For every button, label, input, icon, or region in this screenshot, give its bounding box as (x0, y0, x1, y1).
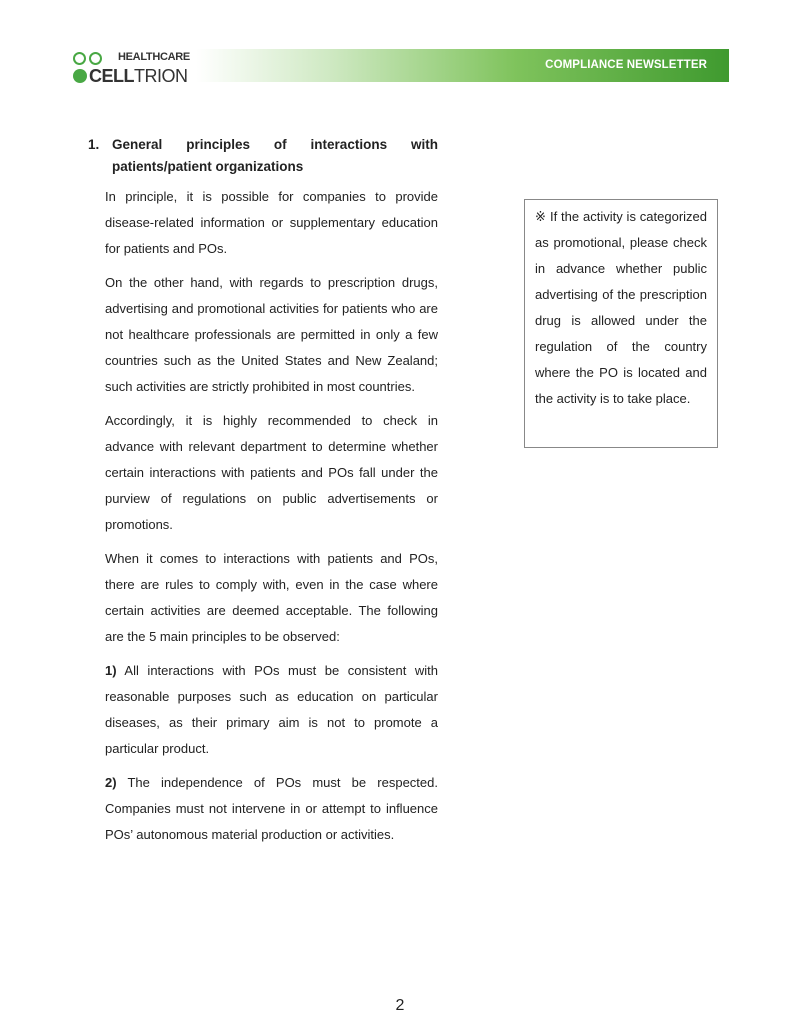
principle-marker: 1) (105, 663, 117, 678)
paragraph: When it comes to interactions with patients and POs, there are rules to comply with, even in the case where certain activities are deemed acceptable. The following are the 5 main principles to be observed: (105, 551, 438, 644)
logo-dot-icon (73, 69, 87, 83)
principle-text: The independence of POs must be respected. Companies must not intervene in or attempt to influence POs’ autonomous material production or activities. (105, 775, 438, 842)
section-heading (88, 134, 438, 178)
side-note-box (524, 199, 718, 448)
logo-ring-icon (89, 52, 102, 65)
principle-marker: 2) (105, 775, 117, 790)
section-title: General principles of interactions with patients/patient organizations (112, 137, 438, 174)
newsletter-banner (196, 49, 729, 82)
paragraph: Accordingly, it is highly recommended to check in advance with relevant department to determine whether certain interactions with patients and POs fall under the purview of regulations on public advertisements or promotions. (105, 413, 438, 532)
section-number: 1. (88, 137, 100, 152)
principle-text: All interactions with POs must be consistent with reasonable purposes such as education on particular diseases, as their primary aim is not to promote a particular product. (105, 663, 438, 756)
logo-healthcare-text: HEALTHCARE (118, 51, 190, 63)
side-note-text: ※ If the activity is categorized as promotional, please check in advance whether public advertising of the prescription drug is allowed under the regulation of the country where the PO is located and the activity is to take place. (535, 209, 707, 406)
principle-item (105, 658, 438, 762)
paragraph: In principle, it is possible for companies to provide disease-related information or supplementary education for patients and POs. (105, 189, 438, 256)
logo-top-row (72, 50, 196, 66)
logo-bottom-row (72, 66, 196, 86)
logo-wordmark (89, 66, 188, 86)
principle-item (105, 770, 438, 848)
logo-trion-text: TRION (134, 66, 188, 86)
celltrion-healthcare-logo (72, 50, 196, 86)
section-body (105, 184, 438, 848)
page-number: 2 (395, 997, 405, 1014)
newsletter-title: COMPLIANCE NEWSLETTER (545, 59, 707, 71)
main-column (88, 134, 438, 856)
logo-ring-icon (73, 52, 86, 65)
paragraph: On the other hand, with regards to prescription drugs, advertising and promotional activities for patients who are not healthcare professionals are permitted in only a few countries such as the United States and New Zealand; such activities are strictly prohibited in most countries. (105, 275, 438, 394)
logo-cell-text: CELL (89, 66, 134, 86)
